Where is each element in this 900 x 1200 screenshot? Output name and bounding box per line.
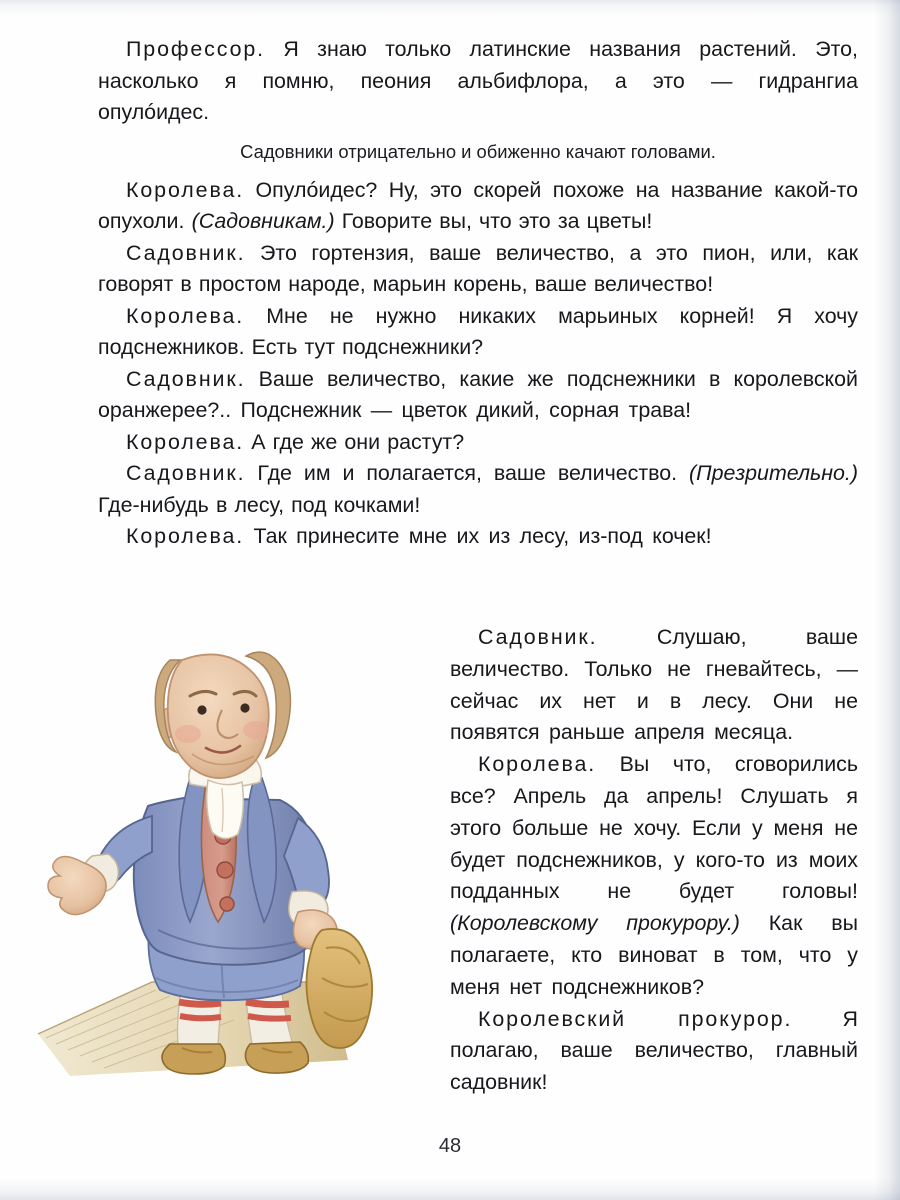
speaker-label: Профессор. (126, 37, 266, 61)
illustration-hat (306, 929, 372, 1048)
paragraph-p1 (98, 34, 858, 129)
chancellor-illustration (30, 630, 400, 1100)
paragraph-text: Ваше величество, какие же подснежники в королевской оранжерее?.. Подснежник — цветок дикий, сорная трава! (98, 366, 858, 422)
paragraph-text: Слушаю, ваше величество. Только не гневайтесь, — сейчас их нет и в лесу. Они не появятся раньше апреля месяца. (450, 625, 858, 745)
paragraph-p3 (98, 175, 858, 238)
paragraph-text: Это гортензия, ваше величество, а это пион, или, как говорят в простом народе, марьин корень, ваше величество! (98, 240, 858, 296)
paragraph-text: Я полагаю, ваше величество, главный садовник! (450, 1006, 859, 1095)
paragraph-p7 (98, 427, 858, 459)
paragraph-text: Где им и полагается, ваше величество. (245, 461, 690, 485)
stage-direction-centered: Садовники отрицательно и обиженно качают головами. (240, 140, 716, 162)
page-edge-shadow-right (874, 0, 900, 1200)
paragraph-text: Опулóидес? Ну, это скорей похоже на название какой-то опухоли. (98, 177, 858, 233)
paragraph-text-after: Как вы полагаете, кто виноват в том, что у меня нет подснежников? (450, 911, 858, 999)
stage-direction-inline: (Садовникам.) (191, 209, 335, 233)
paragraph-p8 (98, 458, 858, 521)
page-edge-shadow-top (0, 0, 900, 16)
paragraph-p5 (98, 301, 858, 364)
paragraph-text: А где же они растут? (244, 429, 465, 454)
speaker-label: Королева. (126, 177, 245, 202)
page-number: 48 (438, 1135, 462, 1157)
paragraph-text: Вы что, сговорились все? Апрель да апрель! Слушать я этого больше не хочу. Если у меня не будет подснежников, у кого-то из моих подданных не будет головы! (450, 752, 858, 904)
page-edge-shadow-bottom (0, 1178, 900, 1200)
speaker-label: Садовник. (126, 461, 246, 485)
paragraph-text: Я знаю только латинские названия растений. Это, насколько я помню, пеония альбифлора, а это — гидрангиа опулóидес. (98, 37, 858, 124)
speaker-label: Королевский прокурор. (478, 1006, 793, 1031)
paragraph-p6 (98, 364, 858, 427)
paragraph-text-after: Говорите вы, что это за цветы! (334, 209, 653, 233)
speaker-label: Садовник. (126, 240, 246, 265)
speaker-label: Королева. (126, 524, 245, 548)
stage-direction-inline: (Королевскому прокурору.) (450, 911, 740, 936)
paragraph-text-after: Где-нибудь в лесу, под кочками! (98, 492, 421, 517)
speaker-label: Садовник. (478, 625, 598, 649)
speaker-label: Королева. (478, 752, 597, 777)
speaker-label: Садовник. (126, 366, 246, 391)
paragraph-p4 (98, 238, 858, 301)
illustration-head (155, 652, 290, 778)
paragraph-text: Так принесите мне их из лесу, из-под кочек! (244, 524, 712, 548)
speaker-label: Королева. (126, 303, 245, 328)
speaker-label: Королева. (126, 429, 245, 454)
paragraph-p9 (98, 521, 858, 553)
stage-direction-inline: (Презрительно.) (689, 461, 858, 485)
paragraph-text: Мне не нужно никаких марьиных корней! Я хочу подснежников. Есть тут подснежники? (98, 303, 858, 359)
page-text-column (98, 34, 858, 553)
